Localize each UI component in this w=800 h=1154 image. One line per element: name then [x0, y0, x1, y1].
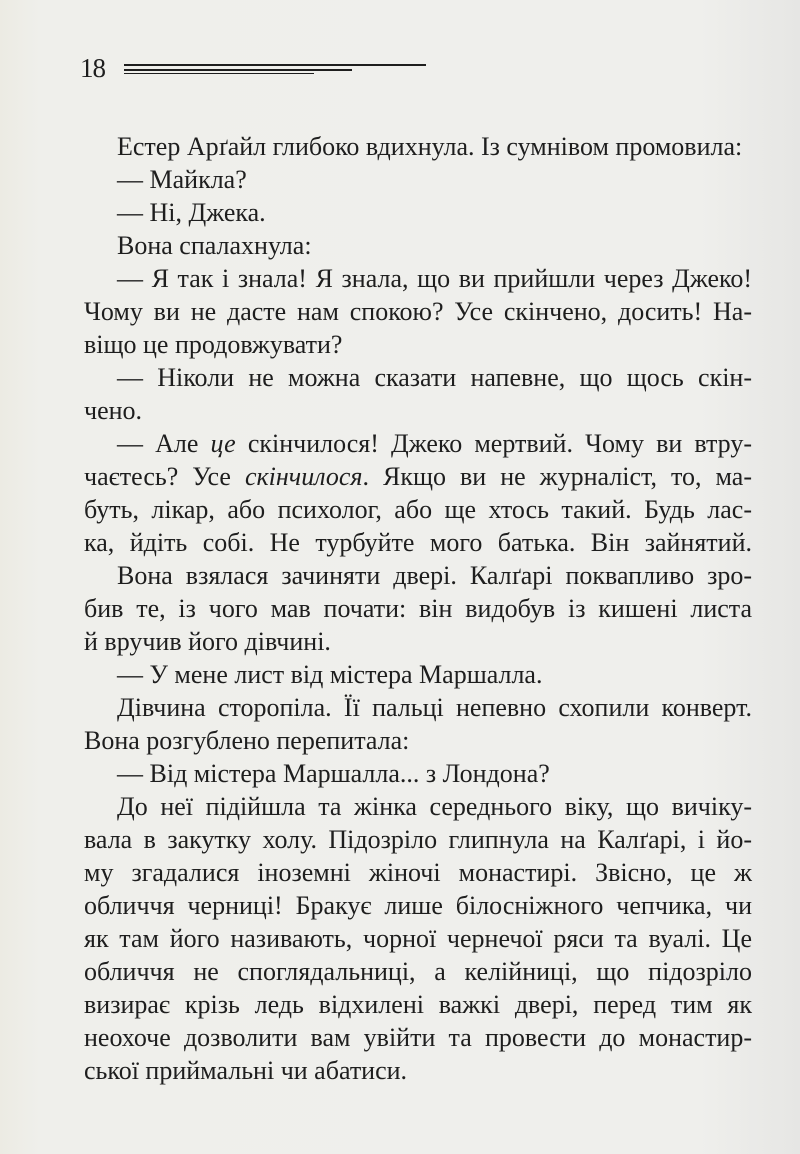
text-run: Чому ви не дасте нам спокою? Усе скінчено, досить! На- [84, 297, 752, 326]
text-line [84, 493, 752, 526]
text-line [84, 757, 752, 790]
text-line [84, 922, 752, 955]
text-line [84, 955, 752, 988]
text-line [84, 130, 752, 163]
text-line [84, 1021, 752, 1054]
text-run: Вона взялася зачиняти двері. Калґарі поквапливо зро- [117, 561, 752, 590]
text-run: му згадалися іноземні жіночі монастирі. Звісно, це ж [84, 858, 752, 887]
text-line [84, 625, 752, 658]
body-text [84, 130, 752, 1087]
text-run: вала в закутку холу. Підозріло глипнула на Калґарі, і йо- [84, 825, 752, 854]
text-line [84, 262, 752, 295]
page-number: 18 [80, 53, 105, 83]
text-run: й вручив його дівчині. [84, 627, 331, 656]
text-line [84, 559, 752, 592]
text-line [84, 394, 752, 427]
text-run: бив те, із чого мав почати: він видобув із кишені листа [84, 594, 752, 623]
text-line [84, 427, 752, 460]
italic-text: це [210, 429, 236, 458]
text-line [84, 229, 752, 262]
text-run: Вона спалахнула: [117, 231, 312, 260]
text-line [84, 163, 752, 196]
header-rule [124, 62, 426, 80]
text-run: . Якщо ви не журналіст, то, ма- [362, 462, 752, 491]
text-line [84, 856, 752, 889]
text-run: скінчилося! Джеко мертвий. Чому ви втру- [235, 429, 752, 458]
text-run: буть, лікар, або психолог, або ще хтось такий. Будь лас- [84, 495, 752, 524]
text-run: До неї підійшла та жінка середнього віку, що вичіку- [117, 792, 752, 821]
text-line [84, 790, 752, 823]
text-run: — Ні, Джека. [117, 198, 266, 227]
text-line [84, 295, 752, 328]
text-line [84, 196, 752, 229]
text-run: — У мене лист від містера Маршалла. [117, 660, 543, 689]
text-line [84, 691, 752, 724]
text-run: — Я так і знала! Я знала, що ви прийшли через Джеко! [117, 264, 752, 293]
text-run: — Але [117, 429, 211, 458]
text-run: ка, йдіть собі. Не турбуйте мого батька. Він зайнятий. [84, 528, 752, 557]
text-run: ської приймальні чи абатиси. [84, 1056, 408, 1085]
text-run: неохоче дозволити вам увійти та провести до монастир- [84, 1023, 752, 1052]
text-line [84, 328, 752, 361]
text-run: визирає крізь ледь відхилені важкі двері, перед тим як [84, 990, 752, 1019]
text-line [84, 724, 752, 757]
text-line [84, 361, 752, 394]
italic-text: скінчилося [244, 462, 363, 491]
text-run: як там його називають, чорної чернечої ряси та вуалі. Це [84, 924, 752, 953]
text-line [84, 526, 752, 559]
text-run: — Ніколи не можна сказати напевне, що щось скін- [117, 363, 752, 392]
text-run: віщо це продовжувати? [84, 330, 343, 359]
text-line [84, 988, 752, 1021]
text-run: — Майкла? [117, 165, 247, 194]
text-line [84, 823, 752, 856]
text-line [84, 658, 752, 691]
text-line [84, 460, 752, 493]
text-line [84, 592, 752, 625]
text-run: Естер Арґайл глибоко вдихнула. Із сумнівом промовила: [117, 132, 743, 161]
text-line [84, 889, 752, 922]
text-run: обличчя черниці! Бракує лише білосніжного чепчика, чи [84, 891, 752, 920]
text-run: — Від містера Маршалла... з Лондона? [117, 759, 550, 788]
text-run: Вона розгублено перепитала: [84, 726, 410, 755]
text-run: чено. [84, 396, 143, 425]
text-run: обличчя не споглядальниці, а келійниці, що підозріло [84, 957, 752, 986]
text-line [84, 1054, 752, 1087]
text-run: чаєтесь? Усе [84, 462, 245, 491]
text-run: Дівчина сторопіла. Її пальці непевно схопили конверт. [117, 693, 752, 722]
